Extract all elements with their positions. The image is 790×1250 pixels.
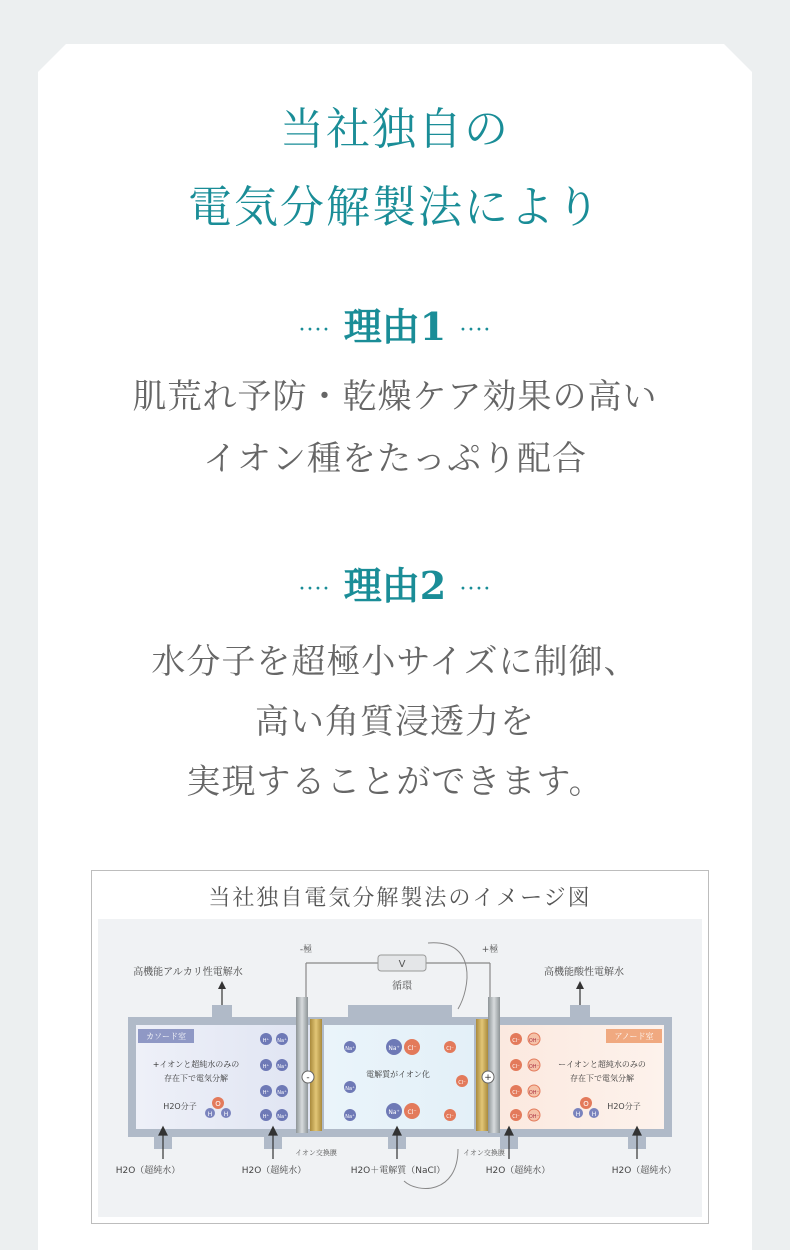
reason-2-dots-right: ···· [459,577,492,602]
svg-text:H: H [575,1111,581,1118]
svg-text:H⁺: H⁺ [262,1038,270,1044]
left-desc-line-1: +イオンと超純水のみの [152,1060,240,1069]
svg-text:Na⁺: Na⁺ [345,1086,355,1092]
svg-text:H⁺: H⁺ [262,1090,270,1096]
anode-room-label: アノード室 [614,1032,654,1041]
svg-text:Cl⁻: Cl⁻ [512,1114,520,1120]
reason-1-text-line-2: イオン種をたっぷり配合 [203,439,587,479]
svg-text:OH⁻: OH⁻ [528,1064,540,1070]
svg-text:Cl⁻: Cl⁻ [512,1090,520,1096]
heading-line-1: 当社独自の [280,104,510,155]
svg-text:Cl⁻: Cl⁻ [512,1064,520,1070]
membrane-right-label: イオン交換膜 [463,1149,505,1157]
diagram-title: 当社独自電気分解製法のイメージ図 [208,886,592,911]
right-desc-line-2: 存在下で電気分解 [570,1074,634,1083]
reason-1-title: 理由1 [343,304,447,349]
svg-text:OH⁻: OH⁻ [528,1090,540,1096]
reason-2-dots-left: ···· [298,577,331,602]
svg-text:Cl⁻: Cl⁻ [512,1038,520,1044]
input-label-1: H2O（超純水） [115,1166,181,1176]
left-output-label: 高機能アルカリ性電解水 [133,967,243,978]
svg-text:Na⁺: Na⁺ [277,1064,287,1070]
electrode-minus [296,997,308,1133]
svg-text:Na⁺: Na⁺ [345,1046,355,1052]
center-desc: 電解質がイオン化 [366,1070,430,1079]
diagram-svg [98,919,702,1217]
svg-text:Cl⁻: Cl⁻ [458,1080,466,1086]
svg-text:Cl⁻: Cl⁻ [407,1109,417,1116]
svg-text:Na⁺: Na⁺ [388,1109,400,1116]
svg-text:Na⁺: Na⁺ [277,1038,287,1044]
svg-text:Cl⁻: Cl⁻ [446,1114,454,1120]
voltage-label: V [398,959,406,970]
electrode-plus [488,997,500,1133]
svg-text:OH⁻: OH⁻ [528,1038,540,1044]
reason-1-dots-right: ···· [459,318,492,343]
electrolysis-diagram [91,870,709,1224]
svg-text:H: H [207,1111,213,1118]
svg-text:H⁺: H⁺ [262,1064,270,1070]
plus-pole-label: +極 [481,945,499,955]
heading-line-2: 電気分解製法により [188,182,602,233]
svg-text:Na⁺: Na⁺ [277,1090,287,1096]
right-desc-line-1: ーイオンと超純水のみの [558,1060,646,1069]
membrane-left-label: イオン交換膜 [295,1149,337,1157]
diagram-panel [98,919,702,1217]
h2o-molecule-right-label: H2O分子 [607,1102,641,1111]
svg-text:Cl⁻: Cl⁻ [446,1046,454,1052]
minus-pole-label: -極 [299,945,313,955]
circulation-arrow-icon [428,943,467,1009]
svg-text:O: O [583,1100,589,1108]
cathode-room-label: カソード室 [146,1032,186,1041]
reason-1-label [0,296,790,351]
svg-text:Na⁺: Na⁺ [388,1045,400,1052]
svg-text:OH⁻: OH⁻ [528,1114,540,1120]
svg-text:+: + [484,1073,492,1083]
reason-2-text-line-3: 実現することができます。 [186,762,604,802]
reason-2-text-line-1: 水分子を超極小サイズに制御、 [151,642,639,682]
reason-2-text-line-2: 高い角質浸透力を [255,702,535,742]
circulation-label: 循環 [392,981,412,992]
left-desc-line-2: 存在下で電気分解 [164,1074,228,1083]
svg-text:O: O [215,1100,221,1108]
svg-text:H⁺: H⁺ [262,1114,270,1120]
svg-text:H: H [591,1111,597,1118]
svg-text:Cl⁻: Cl⁻ [407,1045,417,1052]
svg-text:Na⁺: Na⁺ [345,1114,355,1120]
svg-text:-: - [306,1073,310,1083]
input-label-center: H2O＋電解質（NaCl） [350,1166,446,1176]
input-label-5: H2O（超純水） [611,1166,677,1176]
svg-text:Na⁺: Na⁺ [277,1114,287,1120]
input-label-2: H2O（超純水） [241,1166,307,1176]
input-label-4: H2O（超純水） [485,1166,551,1176]
reason-2-label [0,555,790,610]
svg-text:H: H [223,1111,229,1118]
reason-2-title: 理由2 [343,563,447,608]
reason-1-dots-left: ···· [298,318,331,343]
reason-1-text-line-1: 肌荒れ予防・乾燥ケア効果の高い [132,377,658,417]
h2o-molecule-left-label: H2O分子 [163,1102,197,1111]
right-output-label: 高機能酸性電解水 [544,967,624,978]
